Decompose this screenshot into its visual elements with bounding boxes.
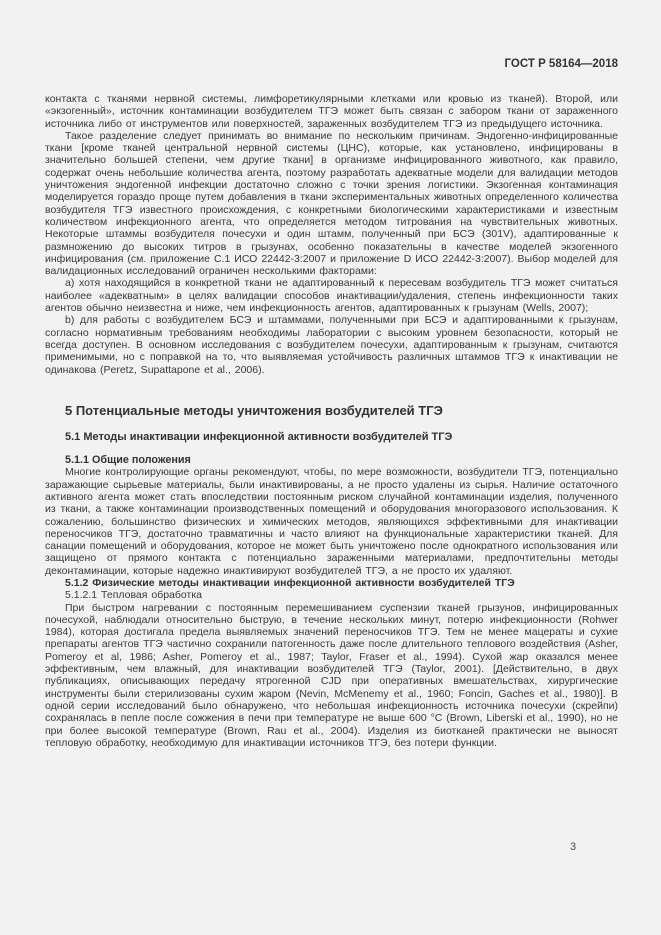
subsection-heading-5-1: 5.1 Методы инактивации инфекционной активности возбудителей ТГЭ	[65, 430, 453, 443]
paragraph-continuation: контакта с тканями нервной системы, лимфоретикулярными клетками или кровью из тканей). Второй, или «экзогенный», источник контаминации возбудителем ТГЭ может быть связан с забором ткани от зараженного источника либо от инструментов или поверхностей, зараженных возбудителем ТГЭ из предыдущего источника.	[45, 93, 618, 130]
subsection-heading-5-1-1: 5.1.1 Общие положения	[65, 453, 191, 466]
page-number: 3	[570, 841, 577, 853]
paragraph-heat-treatment: При быстром нагревании с постоянным перемешиванием суспензии тканей грызунов, инфицированных почесухой, наблюдали относительно быструю, в течение нескольких минут, потерю инфекционности (Rohwer 1984), которая достигала предела выявляемых значений переносчиков ТГЭ. Тем не менее мацераты и сухие препараты агентов ТГЭ частично сохранили патогенность даже после длительного теплового воздействия (Asher, Pomeroy et al, 1986; Asher, Pomeroy et al., 1987; Taylor, Fraser et al., 1994). Сухой жар оказался менее эффективным, чем влажный, для инактивации возбудителей ТГЭ (Taylor, 2001). [Действительно, в двух публикациях, описывающих передачу ятрогенной CJD при оперативных вмешательствах, хирургические инструменты были стерилизованы сухим жаром (Nevin, McMenemy et al., 1960; Foncin, Gaches et al., 1980)]. В одной серии исследований было обнаружено, что небольшая инфекционность источника почесухи (скрейпи) сохранялась в пепле после сожжения в печи при температуре не выше 600 °С (Brown, Liberski et al., 1990), но не при более высокой температуре (Brown, Rau et al., 2004). Изделия из биотканей практически не выносят тепловую обработку, необходимую для инактивации источников ТГЭ, без потери функции.	[45, 601, 618, 749]
list-item-a: а) хотя находящийся в конкретной ткани не адаптированный к пересевам возбудитель ТГЭ может считаться наиболее «адекватным» в целях валидации способов инактивации/удаления, степень инфекционности таких агентов обычно неизвестна и ниже, чем инфекционность агентов, адаптированных к грызунам (Wells, 2007);	[45, 277, 618, 315]
subsection-heading-5-1-2-1: 5.1.2.1 Тепловая обработка	[65, 589, 202, 602]
subsection-heading-5-1-2: 5.1.2 Физические методы инактивации инфекционной активности возбудителей ТГЭ	[65, 577, 515, 589]
section-heading-5: 5 Потенциальные методы уничтожения возбудителей ТГЭ	[65, 402, 443, 418]
list-item-b: b) для работы с возбудителем БСЭ и штаммами, полученными при БСЭ и адаптированными к грызунам, согласно нормативным требованиям необходимы лаборатории с высоким уровнем безопасности, который не всегда доступен. В основном исследования с возбудителем почесухи, адаптированным к грызунам, считаются применимыми, но с поправкой на то, что выявляемая устойчивость различных штаммов ТГЭ к инактивации не одинакова (Peretz, Supattapone et al., 2006).	[45, 314, 618, 376]
standard-reference-header: ГОСТ Р 58164—2018	[504, 58, 618, 70]
paragraph-general-provisions: Многие контролирующие органы рекомендуют, чтобы, по мере возможности, возбудители ТГЭ, потенциально заражающие сырьевые материалы, были инактивированы, а не просто удалены из сырья. Наличие остаточного активного агента может стать впоследствии постоянным риском случайной контаминации изделия, полученного из ткани, а также контаминации производственных помещений и оборудования многоразового использования. К сожалению, большинство физических и химических методов, являющихся эффективными для инактивации переносчиков ТГЭ, достаточно травматичны и часто влияют на функциональные характеристики тканей. Для санации помещений и оборудования, которое не может быть уничтожено после однократного использования или защищено от прямого контакта с потенциально зараженными материалами, предпочтительны методы деконтаминации, которые надежно инактивируют возбудителей ТГЭ, а не просто их удаляют.	[45, 466, 618, 577]
paragraph-reasons: Такое разделение следует принимать во внимание по нескольким причинам. Эндогенно-инфицированные ткани [кроме тканей центральной нервной системы (ЦНС), которые, как установлено, инфицированы в значительно большей степени, чем другие ткани] в организме инфицированного животного, как правило, содержат очень небольшие количества агента, поэтому разработать адекватные модели для валидации методов уничтожения эндогенной инфекции достаточно сложно с точки зрения логистики. Экзогенная контаминация моделируется гораздо проще путем добавления в ткани экспериментальных животных определенного количества возбудителя ТГЭ известного происхождения, с конкретными биологическими характеристиками и известным количеством инфекционного агента, что определяется методом титрования на чувствительных животных. Некоторые штаммы возбудителя почесухи и один штамм, полученный при БСЭ (301V), адаптированные к размножению до высоких титров в грызунах, особенно показательны в качестве моделей экзогенного инфицирования (см. приложение С.1 ИСО 22442-3:2007 и приложение D ИСО 22442-3:2007). Выбор моделей для валидационных исследований ограничен несколькими факторами:	[45, 129, 618, 278]
